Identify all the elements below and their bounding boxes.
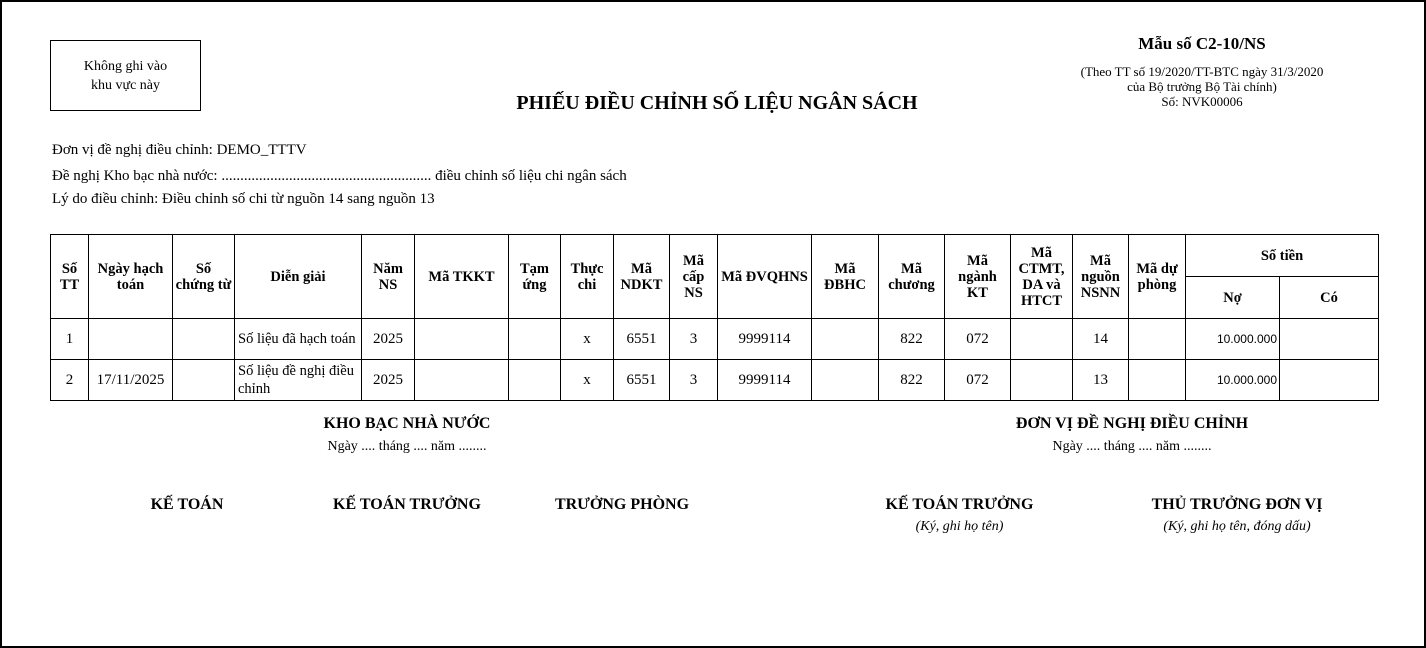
adjustment-reason: Lý do điều chỉnh: Điều chỉnh số chi từ nguồn 14 sang nguồn 13 xyxy=(52,191,435,207)
cell-ndkt: 6551 xyxy=(614,319,670,360)
header-advance: Tạm ứng xyxy=(509,235,561,319)
cell-tkkt xyxy=(415,360,509,401)
table-row xyxy=(51,319,1379,360)
chief-accountant-unit-signature: KẾ TOÁN TRƯỞNG xyxy=(885,496,1034,513)
header-dvqhns: Mã ĐVQHNS xyxy=(718,235,812,319)
cell-chuong: 822 xyxy=(879,360,945,401)
cell-ndkt: 6551 xyxy=(614,360,670,401)
cell-cap-ns: 3 xyxy=(670,319,718,360)
head-department-signature: TRƯỞNG PHÒNG xyxy=(554,496,690,513)
cell-nguon: 13 xyxy=(1073,360,1129,401)
treasury-date: Ngày .... tháng .... năm ........ xyxy=(327,439,487,454)
cell-dvqhns: 9999114 xyxy=(718,360,812,401)
adjustment-table xyxy=(50,234,1379,401)
cell-du-phong xyxy=(1129,360,1186,401)
cell-voucher xyxy=(173,360,235,401)
header-dbhc: Mã ĐBHC xyxy=(812,235,879,319)
header-chuong: Mã chương xyxy=(879,235,945,319)
header-nganh: Mã ngành KT xyxy=(945,235,1011,319)
treasury-heading: KHO BẠC NHÀ NƯỚC xyxy=(323,415,491,432)
header-year: Năm NS xyxy=(362,235,415,319)
unit-head-signature: THỦ TRƯỞNG ĐƠN VỊ xyxy=(1151,496,1323,513)
circular-line1: (Theo TT số 19/2020/TT-BTC ngày 31/3/2020 xyxy=(1080,64,1324,79)
reserved-area-box xyxy=(50,40,201,111)
cell-debit: 10.000.000 xyxy=(1186,319,1280,360)
header-amount: Số tiền xyxy=(1186,235,1379,277)
header-debit: Nợ xyxy=(1186,277,1280,319)
header-date: Ngày hạch toán xyxy=(89,235,173,319)
requester-date: Ngày .... tháng .... năm ........ xyxy=(1052,439,1212,454)
reserved-area-line1: Không ghi vào xyxy=(83,58,168,74)
header-cap-ns: Mã cấp NS xyxy=(670,235,718,319)
cell-credit xyxy=(1280,360,1379,401)
reserved-area-line2: khu vực này xyxy=(90,77,160,93)
cell-year: 2025 xyxy=(362,319,415,360)
cell-stt: 1 xyxy=(51,319,89,360)
header-stt: Số TT xyxy=(51,235,89,319)
header-du-phong: Mã dự phòng xyxy=(1129,235,1186,319)
cell-stt: 2 xyxy=(51,360,89,401)
cell-voucher xyxy=(173,319,235,360)
cell-date xyxy=(89,319,173,360)
document-title: PHIẾU ĐIỀU CHỈNH SỐ LIỆU NGÂN SÁCH xyxy=(516,92,918,114)
form-number: Mẫu số C2-10/NS xyxy=(1138,34,1266,53)
cell-chuong: 822 xyxy=(879,319,945,360)
header-actual: Thực chi xyxy=(561,235,614,319)
cell-dbhc xyxy=(812,360,879,401)
cell-description: Số liệu đã hạch toán xyxy=(235,319,362,360)
cell-description: Số liệu đề nghị điều chỉnh xyxy=(235,360,362,401)
cell-ctmt xyxy=(1011,319,1073,360)
cell-cap-ns: 3 xyxy=(670,360,718,401)
header-credit: Có xyxy=(1280,277,1379,319)
cell-credit xyxy=(1280,319,1379,360)
header-voucher: Số chứng từ xyxy=(173,235,235,319)
document-number: Số: NVK00006 xyxy=(1161,94,1243,109)
requesting-unit: Đơn vị đề nghị điều chỉnh: DEMO_TTTV xyxy=(52,142,307,158)
cell-year: 2025 xyxy=(362,360,415,401)
cell-debit: 10.000.000 xyxy=(1186,360,1280,401)
accountant-signature: KẾ TOÁN xyxy=(150,496,224,513)
cell-du-phong xyxy=(1129,319,1186,360)
cell-actual: x xyxy=(561,319,614,360)
cell-nganh: 072 xyxy=(945,360,1011,401)
header-tkkt: Mã TKKT xyxy=(415,235,509,319)
circular-reference xyxy=(1032,64,1372,109)
cell-dvqhns: 9999114 xyxy=(718,319,812,360)
cell-advance xyxy=(509,319,561,360)
header-ctmt: Mã CTMT, DA và HTCT xyxy=(1011,235,1073,319)
circular-line2: của Bộ trưởng Bộ Tài chính) xyxy=(1127,79,1277,94)
unit-head-note: (Ký, ghi họ tên, đóng dấu) xyxy=(1163,519,1311,534)
cell-nguon: 14 xyxy=(1073,319,1129,360)
header-ndkt: Mã NDKT xyxy=(614,235,670,319)
cell-advance xyxy=(509,360,561,401)
cell-dbhc xyxy=(812,319,879,360)
cell-date: 17/11/2025 xyxy=(89,360,173,401)
treasury-request: Đề nghị Kho bạc nhà nước: ........................................................ điều chỉnh số liệu chi ngân sách xyxy=(52,168,627,184)
chief-accountant-unit-note: (Ký, ghi họ tên) xyxy=(915,519,1004,534)
cell-ctmt xyxy=(1011,360,1073,401)
requester-heading: ĐƠN VỊ ĐỀ NGHỊ ĐIỀU CHỈNH xyxy=(1015,415,1249,432)
cell-nganh: 072 xyxy=(945,319,1011,360)
table-row xyxy=(51,360,1379,401)
chief-accountant-treasury-signature: KẾ TOÁN TRƯỞNG xyxy=(333,496,481,513)
header-nguon: Mã nguồn NSNN xyxy=(1073,235,1129,319)
header-description: Diễn giải xyxy=(235,235,362,319)
cell-actual: x xyxy=(561,360,614,401)
cell-tkkt xyxy=(415,319,509,360)
